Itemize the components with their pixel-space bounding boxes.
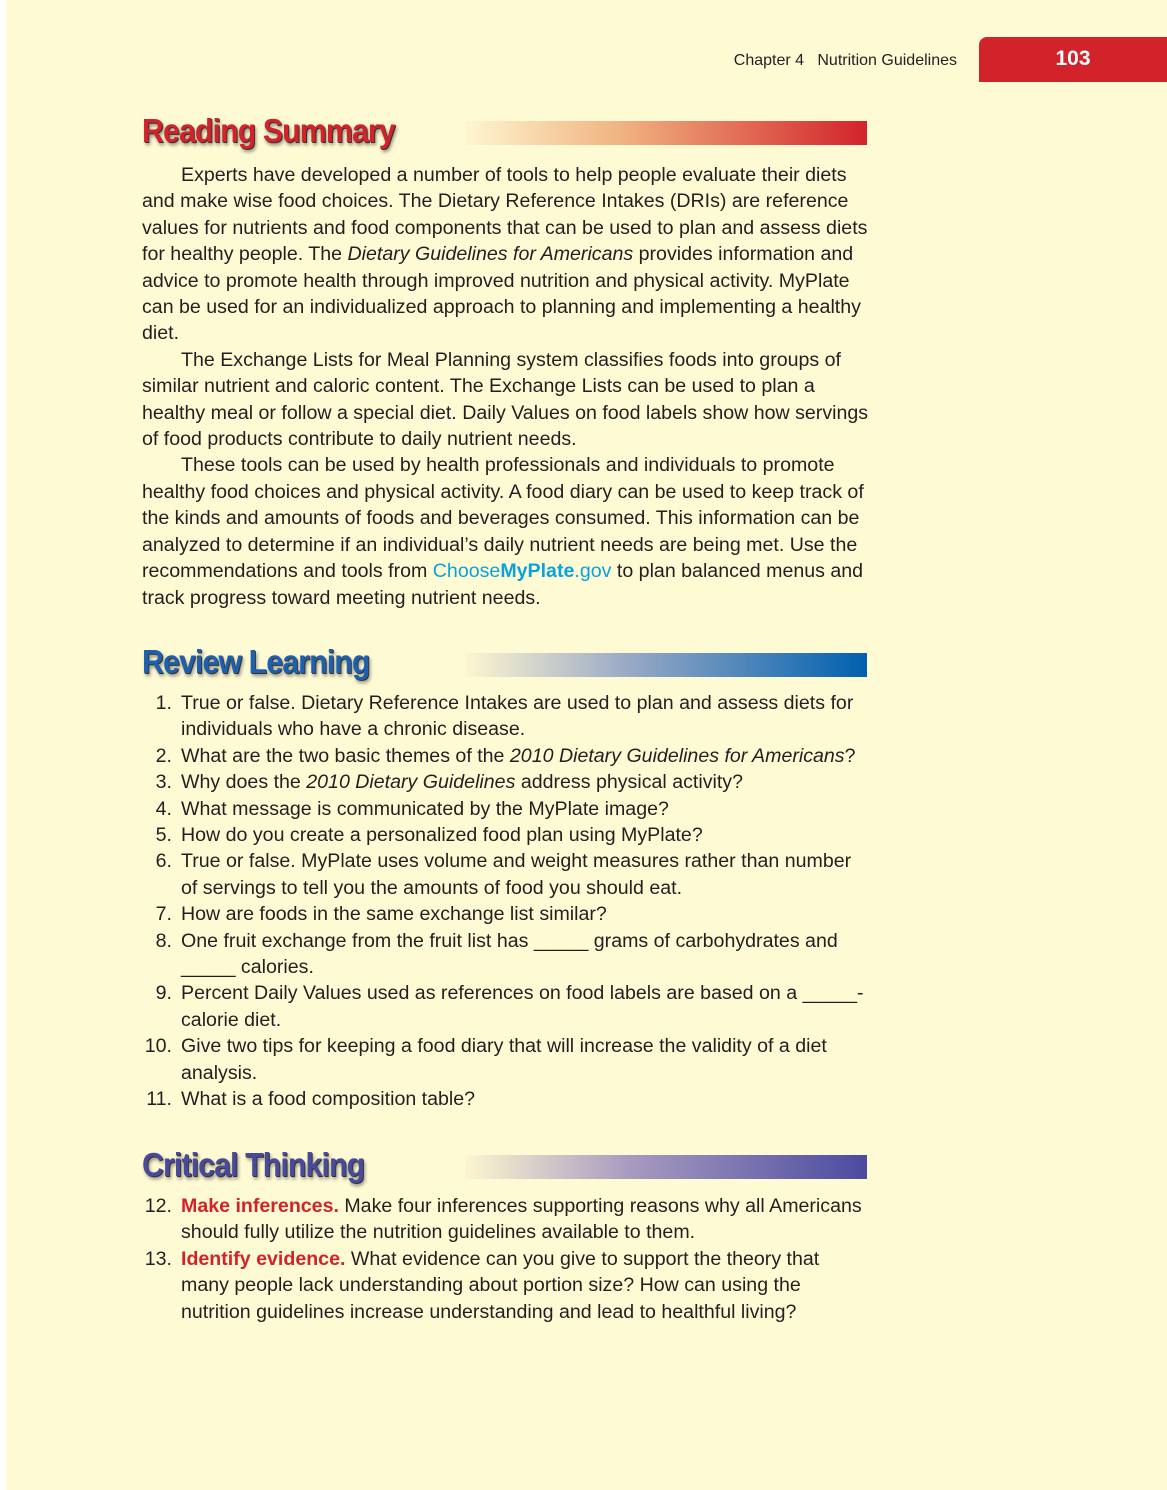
list-item: 3. Why does the 2010 Dietary Guidelines address physical activity? (155, 771, 743, 794)
list-item: 10. Give two tips for keeping a food diary that will increase the validity of a diet analysis. (144, 1035, 827, 1084)
list-item: 1. True or false. Dietary Reference Intakes are used to plan and assess diets for individuals who have a chronic disease. (155, 692, 854, 741)
list-item: 8. One fruit exchange from the fruit list has _____ grams of carbohydrates and _____ calories. (155, 929, 838, 979)
list-item: 6. True or false. MyPlate uses volume and weight measures rather than number of servings to tell you the amounts of food you should eat. (155, 850, 852, 899)
paragraph: The Exchange Lists for Meal Planning system classifies foods into groups of similar nutrient and caloric content. The Exchange Lists can be used to plan a healthy meal or follow a special diet. Daily Values on food labels show how servings of food products contribute to daily nutrient needs. (142, 348, 869, 451)
reading-summary-heading: Reading Summary (142, 112, 395, 149)
list-item: 4. What message is communicated by the MyPlate image? (155, 797, 669, 820)
paragraph: Experts have developed a number of tools to help people evaluate their diets and make wise food choices. The Dietary Reference Intakes (DRIs) are reference values for nutrients and food components that can be used to plan and assess diets for healthy people. The Dietary Guidelines for Americans provides information and advice to promote health through improved nutrition and physical activity. MyPlate can be used for an individualized approach to planning and implementing a healthy diet. (142, 164, 868, 345)
heading-bar (465, 1155, 867, 1179)
page-number: 103 (979, 37, 1167, 82)
running-header (734, 52, 957, 70)
chapter-label: Chapter 4 (733, 52, 805, 69)
critical-list (142, 1193, 872, 1325)
chapter-title: Nutrition Guidelines (817, 52, 957, 69)
heading-bar (465, 121, 867, 145)
reading-summary-body (142, 162, 872, 611)
list-item: 5. How do you create a personalized food plan using MyPlate? (155, 824, 703, 847)
chooseMyPlate-link[interactable]: ChooseMyPlate.gov (432, 560, 612, 583)
heading-bar (465, 653, 867, 677)
list-item: 2. What are the two basic themes of the 2010 Dietary Guidelines for Americans? (155, 744, 856, 767)
list-item: 11. What is a food composition table? (146, 1088, 476, 1111)
review-list (142, 690, 872, 1113)
paragraph: These tools can be used by health professionals and individuals to promote healthy food choices and physical activity. A food diary can be used to keep track of the kinds and amounts of foods and beverages consumed. This information can be analyzed to determine if an individual’s daily nutrient needs are being met. Use the recommendations and tools from ChooseMyPlate.gov to plan balanced menus and track progress toward meeting nutrient needs. (142, 454, 864, 609)
list-item: 13. Identify evidence. What evidence can you give to support the theory that many people lack understanding about portion size? How can using the nutrition guidelines increase understanding and lead to healthful living? (144, 1247, 820, 1323)
critical-thinking-heading: Critical Thinking (142, 1146, 365, 1183)
list-item: 7. How are foods in the same exchange list similar? (155, 903, 607, 926)
list-item: 12. Make inferences. Make four inferences supporting reasons why all Americans should fully utilize the nutrition guidelines available to them. (144, 1195, 862, 1244)
review-learning-heading: Review Learning (142, 643, 370, 680)
list-item: 9. Percent Daily Values used as references on food labels are based on a _____-calorie diet. (155, 982, 864, 1031)
